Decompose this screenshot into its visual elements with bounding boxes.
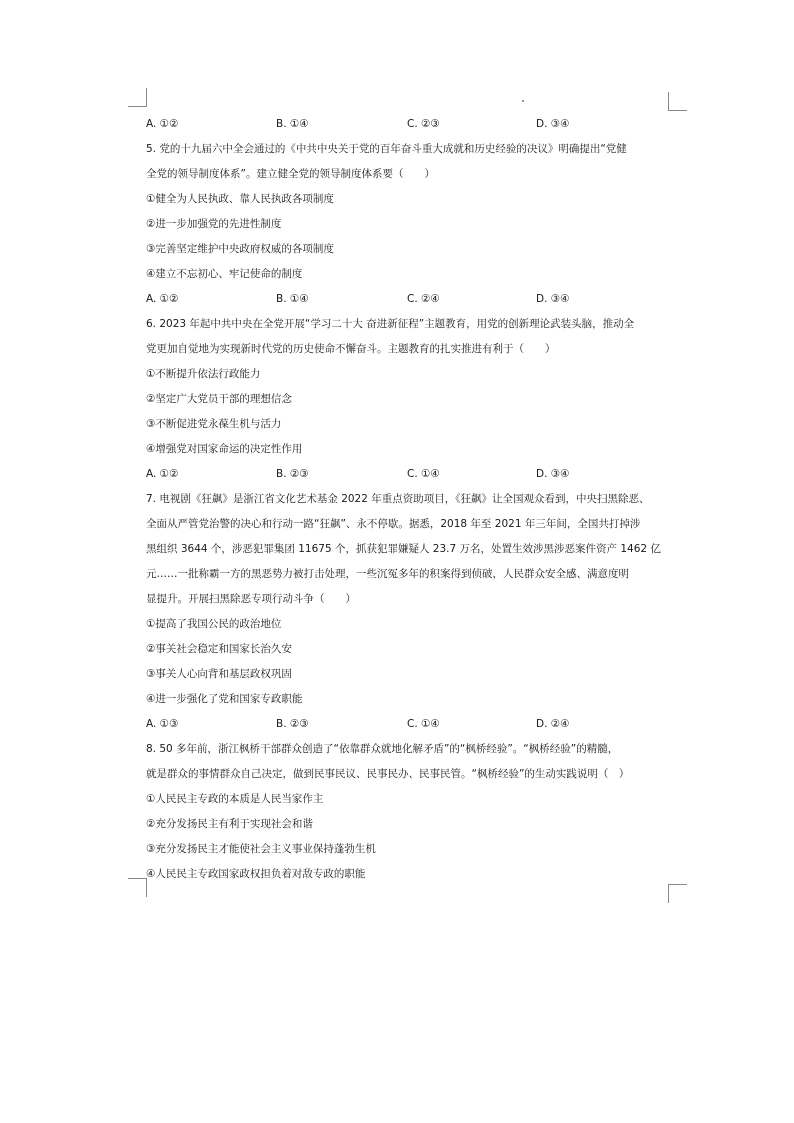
q7-options-row: [146, 712, 668, 737]
option-a: A. ①③: [146, 718, 179, 730]
option-c: C. ①④: [407, 718, 440, 730]
q7-statement-4: ④进一步强化了党和国家专政职能: [146, 693, 303, 705]
q6-stem-line: 6. 2023 年起中共中央在全党开展“学习二十大 奋进新征程”主题教育，用党的创新理论武装头脑，推动全: [146, 318, 635, 330]
q5-statement-2: ②进一步加强党的先进性制度: [146, 218, 282, 230]
option-b: B. ①④: [276, 118, 309, 130]
q8-stem-line: 就是群众的事情群众自己决定，做到民事民议、民事民办、民事民管。“枫桥经验”的生动实践说明（ ）: [146, 768, 630, 780]
crop-mark-top-right: [668, 92, 687, 111]
q7-statement-3: ③事关人心向背和基层政权巩固: [146, 668, 292, 680]
option-b: B. ①④: [276, 293, 309, 305]
option-c: C. ②③: [407, 118, 440, 130]
q5-statement-3: ③完善坚定维护中央政府权威的各项制度: [146, 243, 334, 255]
q6-options-row: [146, 462, 668, 487]
q8-statement-3: ③充分发扬民主才能使社会主义事业保持蓬勃生机: [146, 843, 376, 855]
q7-stem-line: 全面从严管党治警的决心和行动一路“狂飙”、永不停歇。据悉，2018 年至 2021 年三年间，全国共打掉涉: [146, 518, 641, 530]
q6-stem-line: 党更加自觉地为实现新时代党的历史使命不懈奋斗。主题教育的扎实推进有利于（ ）: [146, 343, 556, 355]
q7-stem-line: 显提升。开展扫黑除恶专项行动斗争（ ）: [146, 593, 356, 605]
q6-statement-3: ③不断促进党永葆生机与活力: [146, 418, 282, 430]
q7-stem-line: 黑组织 3644 个，涉恶犯罪集团 11675 个，抓获犯罪嫌疑人 23.7 万名，处置生效涉黑涉恶案件资产 1462 亿: [146, 543, 661, 555]
q8-stem-line: 8. 50 多年前，浙江枫桥干部群众创造了“依靠群众就地化解矛盾”的“枫桥经验”。“枫桥经验”的精髓，: [146, 743, 619, 755]
q7-stem-line: 7. 电视剧《狂飙》是浙江省文化艺术基金 2022 年重点资助项目，《狂飙》让全国观众看到，中央扫黑除恶、: [146, 493, 650, 505]
q8-statement-1: ①人民民主专政的本质是人民当家作主: [146, 793, 324, 805]
option-d: D. ②④: [536, 718, 570, 730]
q7-stem-line: 元……一批称霸一方的黑恶势力被打击处理，一些沉冤多年的积案得到侦破，人民群众安全感、满意度明: [146, 568, 629, 580]
q5-stem-line: 全党的领导制度体系”。建立健全党的领导制度体系要（ ）: [146, 168, 435, 180]
q5-stem-line: 5. 党的十九届六中全会通过的《中共中央关于党的百年奋斗重大成就和历史经验的决议》明确提出“党健: [146, 143, 627, 155]
option-a: A. ①②: [146, 468, 179, 480]
q6-statement-4: ④增强党对国家命运的决定性作用: [146, 443, 303, 455]
q6-statement-2: ②坚定广大党员干部的理想信念: [146, 393, 292, 405]
q5-statement-4: ④建立不忘初心、牢记使命的制度: [146, 268, 303, 280]
q6-statement-1: ①不断提升依法行政能力: [146, 368, 261, 380]
crop-mark-bottom-left: [128, 878, 147, 897]
crop-mark-bottom-right: [668, 884, 687, 903]
option-b: B. ②③: [276, 468, 309, 480]
q7-statement-2: ②事关社会稳定和国家长治久安: [146, 643, 292, 655]
crop-mark-top-left: [128, 88, 147, 107]
option-c: C. ②④: [407, 293, 440, 305]
option-b: B. ②③: [276, 718, 309, 730]
option-a: A. ①②: [146, 118, 179, 130]
options-row-prev-question: [146, 112, 668, 137]
option-d: D. ③④: [536, 293, 570, 305]
option-c: C. ①④: [407, 468, 440, 480]
page-speck: [522, 100, 524, 102]
option-a: A. ①②: [146, 293, 179, 305]
question-content: [146, 112, 668, 887]
option-d: D. ③④: [536, 118, 570, 130]
q8-statement-2: ②充分发扬民主有利于实现社会和谐: [146, 818, 313, 830]
q5-options-row: [146, 287, 668, 312]
q7-statement-1: ①提高了我国公民的政治地位: [146, 618, 282, 630]
option-d: D. ③④: [536, 468, 570, 480]
q8-statement-4: ④人民民主专政国家政权担负着对敌专政的职能: [146, 868, 366, 880]
q5-statement-1: ①健全为人民执政、靠人民执政各项制度: [146, 193, 334, 205]
